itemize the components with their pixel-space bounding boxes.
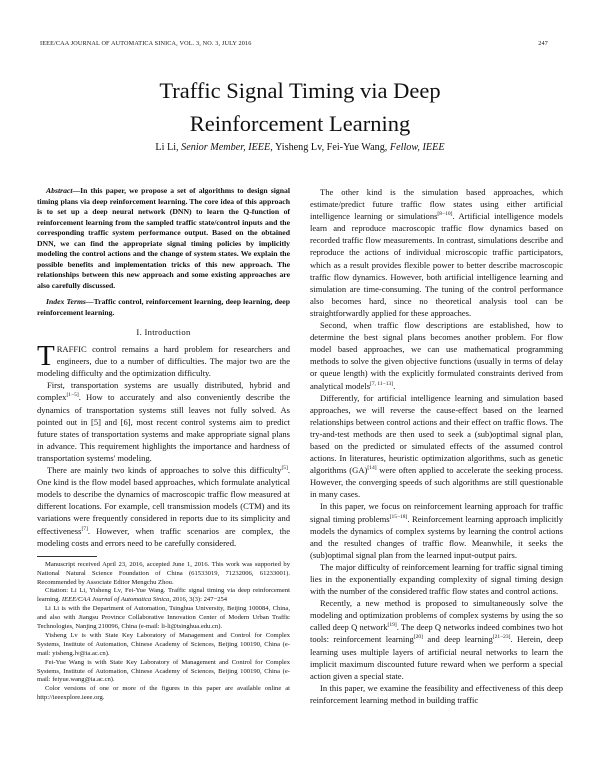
footnote-citation [37,587,290,605]
intro-paragraph-1 [37,340,290,379]
author-line [0,142,600,153]
citation: [8−10] [437,211,453,218]
index-terms [37,297,290,318]
footnote-text: Citation: Li Li, Yisheng Lv, Fei-Yue Wang. Traffic signal timing via deep reinforcement learning. [37,587,290,604]
section-heading: I. Introduction [136,327,191,337]
paragraph-text: . Artificial intelligence models learn and reproduce macroscopic traffic flow dynamics based on recorded traffic flow measurements. In contrast, simulations describe and reproduce the actions of individual microscopic traffic participators, which as a result provides flexible power to better describe macroscopic traffic flow dynamics. However, both artificial intelligence learning and simulation are time-consuming. The tuning of the control performance also becomes hard, since no theoretical analysis tool can be straightforwardly applied for these approaches. [310,211,563,318]
intro-paragraph-2 [37,379,290,464]
body-paragraph [310,597,563,682]
paragraph-text: Second, when traffic flow descriptions are established, how to determine the best signal plans becomes another problem. For flow model based approaches, we can use mathematical programming methods to solve the given objective functions (usually in terms of delay or queue length) with the explicitly formulated constraints derived from analytical models [310,320,563,391]
drop-cap: T [37,340,55,373]
citation: [1−5] [66,392,79,399]
running-header [40,40,548,52]
journal-name: IEEE/CAA Journal of Automatica Sinica [61,596,170,604]
author-1-role: Senior Member, IEEE [181,142,271,153]
citation: [7] [81,525,88,532]
body-paragraph: In this paper, we examine the feasibility and effectiveness of this deep reinforcement learning method in building traffic [310,682,563,705]
body-paragraph [310,500,563,560]
page-number: 247 [538,40,548,47]
citation: [21−23] [492,634,511,641]
body-paragraph [310,319,563,392]
paragraph-text: . However, when traffic scenarios are complex, the modeling costs and errors need to be carefully considered. [37,525,290,548]
paragraph-text: and deep learning [422,634,493,645]
footnote-text: , 2016, 3(3): 247−254 [169,596,228,604]
citation: [20] [413,634,423,641]
citation: [7, 11−13] [370,380,394,387]
body-paragraph: The major difficulty of reinforcement learning for traffic signal timing lies in the exponentially expanding complexity of signal timing design with the number of the considered traffic flow states and control actions. [310,561,563,597]
body-paragraph [310,186,563,319]
paragraph-text: . The deep Q networks indeed combines two hot tools: reinforcement learning [310,622,563,645]
citation: [5] [281,465,288,472]
paragraph-text: . [393,380,396,391]
abstract-text: —In this paper, we propose a set of algorithms to design signal timing plans via deep reinforcement learning. The core idea of this approach is to set up a deep neural network (DNN) to learn the Q-function of reinforcement learning from the sampled traffic state/control inputs and the corresponding traffic system performance output. Based on the obtained DNN, we can find the appropriate signal timing policies by implicitly modeling the control actions and the change of system states. We explain the possible benefits and implementation tricks of this new approach. The relationships between this new approach and some existing approaches are also carefully discussed. [37,186,290,290]
abstract-label: Abstract [46,186,73,195]
paragraph-text: were often applied to accelerate the seeking process. However, the converging speeds of such algorithms are still questionable in many cases. [310,465,563,500]
paragraph-text: The other kind is the simulation based approaches, which estimate/predict future traffic flow states using either artificial intelligence learning or simulations [310,187,563,222]
footnote-author-2: Yisheng Lv is with State Key Laboratory of Management and Control for Complex Systems, Institute of Automation, Chinese Academy of Sciences, Beijing 100190, China (e-mail: yisheng.lv@ia.ac.cn). [37,631,290,657]
paragraph-text: . Reinforcement learning approach implicitly models the dynamics of complex systems by learning the control actions and the resulted changes of traffic flow. Meanwhile, it seeks the (sub)optimal signal plan from the learned input-output pairs. [310,513,563,560]
citation: [14] [367,465,377,472]
footnote-color: Color versions of one or more of the figures in this paper are available online at http://ieeexplore.ieee.org. [37,685,290,702]
intro-paragraph-3 [37,464,290,549]
citation: [19] [387,622,397,629]
author-3-role: Fellow, IEEE [389,142,445,153]
footnote-divider [37,556,97,557]
author-1: Li Li, [155,142,182,153]
journal-header: IEEE/CAA JOURNAL OF AUTOMATICA SINICA, VOL. 3, NO. 3, JULY 2016 [40,40,252,47]
index-terms-text: —Traffic control, reinforcement learning, deep learning, deep reinforcement learning. [37,297,290,317]
paragraph-text: Recently, a new method is proposed to simultaneously solve the modeling and optimization problems of complex systems by using the so called deep Q network [310,598,563,633]
footnote-author-3: Fei-Yue Wang is with State Key Laboratory of Management and Control for Complex Systems, Institute of Automation, Chinese Academy of Sciences, Beijing 100190, China (e-mail: feiyue.wang@ia.ac.cn). [37,658,290,684]
citation: [15−18] [389,513,408,520]
abstract [37,186,290,291]
paragraph-text: Differently, for artificial intelligence learning and simulation based approaches, we will reverse the cause-effect based on the learned relationships between control actions and their effect on traffic flows. The try-and-test methods are then used to seek a (sub)optimal signal plan, based on the predicted or simulated effects of the assumed control actions. In literatures, heuristic optimization algorithms, such as genetic algorithms (GA) [310,392,563,476]
intro-paragraph-1-text: RAFFIC control remains a hard problem for researchers and engineers, due to a number of difficulties. The major two are the modeling difficulty and the optimization difficulty. [37,344,290,379]
paragraph-text: In this paper, we focus on reinforcement learning approach for traffic signal timing problems [310,501,563,524]
title-line-1: Traffic Signal Timing via Deep [159,78,441,103]
paper-title [0,74,600,140]
paragraph-text: First, transportation systems are usually distributed, hybrid and complex [37,380,290,403]
paragraph-text: . Herein, deep learning uses multiple layers of artificial neural networks to learn the implicit maximum discounted future reward when we perform a special action given a special state. [310,634,564,681]
footnote-author-1: Li Li is with the Department of Automation, Tsinghua University, Beijing 100084, China, and also with Jiangsu Province Collaborative Innovation Center of Modern Urban Traffic Technologies, Nanjing 210096, China (e-mail: li-li@tsinghua.edu.cn). [37,605,290,631]
right-column [310,186,563,706]
left-column [37,186,290,703]
paragraph-text: . One kind is the flow model based approaches, which formulate analytical models to describe the dynamics of macroscopic traffic flow measured at different locations. For example, cell transmission models (CTM) and its variations were frequently considered in reports due to its simplicity and effectiveness [37,465,290,536]
body-paragraph [310,392,563,501]
paragraph-text: There are mainly two kinds of approaches to solve this difficulty [47,465,282,476]
authors-2: , Yisheng Lv, Fei-Yue Wang, [270,142,390,153]
footnote-manuscript: Manuscript received April 23, 2016, accepted June 1, 2016. This work was supported by National Natural Science Foundation of China (61533019, 71232006, 61233001). Recommended by Associate Editor Mengchu Zhou. [37,560,290,586]
title-line-2: Reinforcement Learning [189,111,411,136]
index-terms-label: Index Terms [46,297,86,306]
paragraph-text: . How to accurately and also conveniently describe the dynamics of transportation systems still leaves not fully solved. As pointed out in [5] and [6], most recent control systems aim to predict future states of transportation systems and make appropriate signal plans in advance. This requirement highlights the importance and hardness of transportation systems' modeling. [37,392,290,463]
